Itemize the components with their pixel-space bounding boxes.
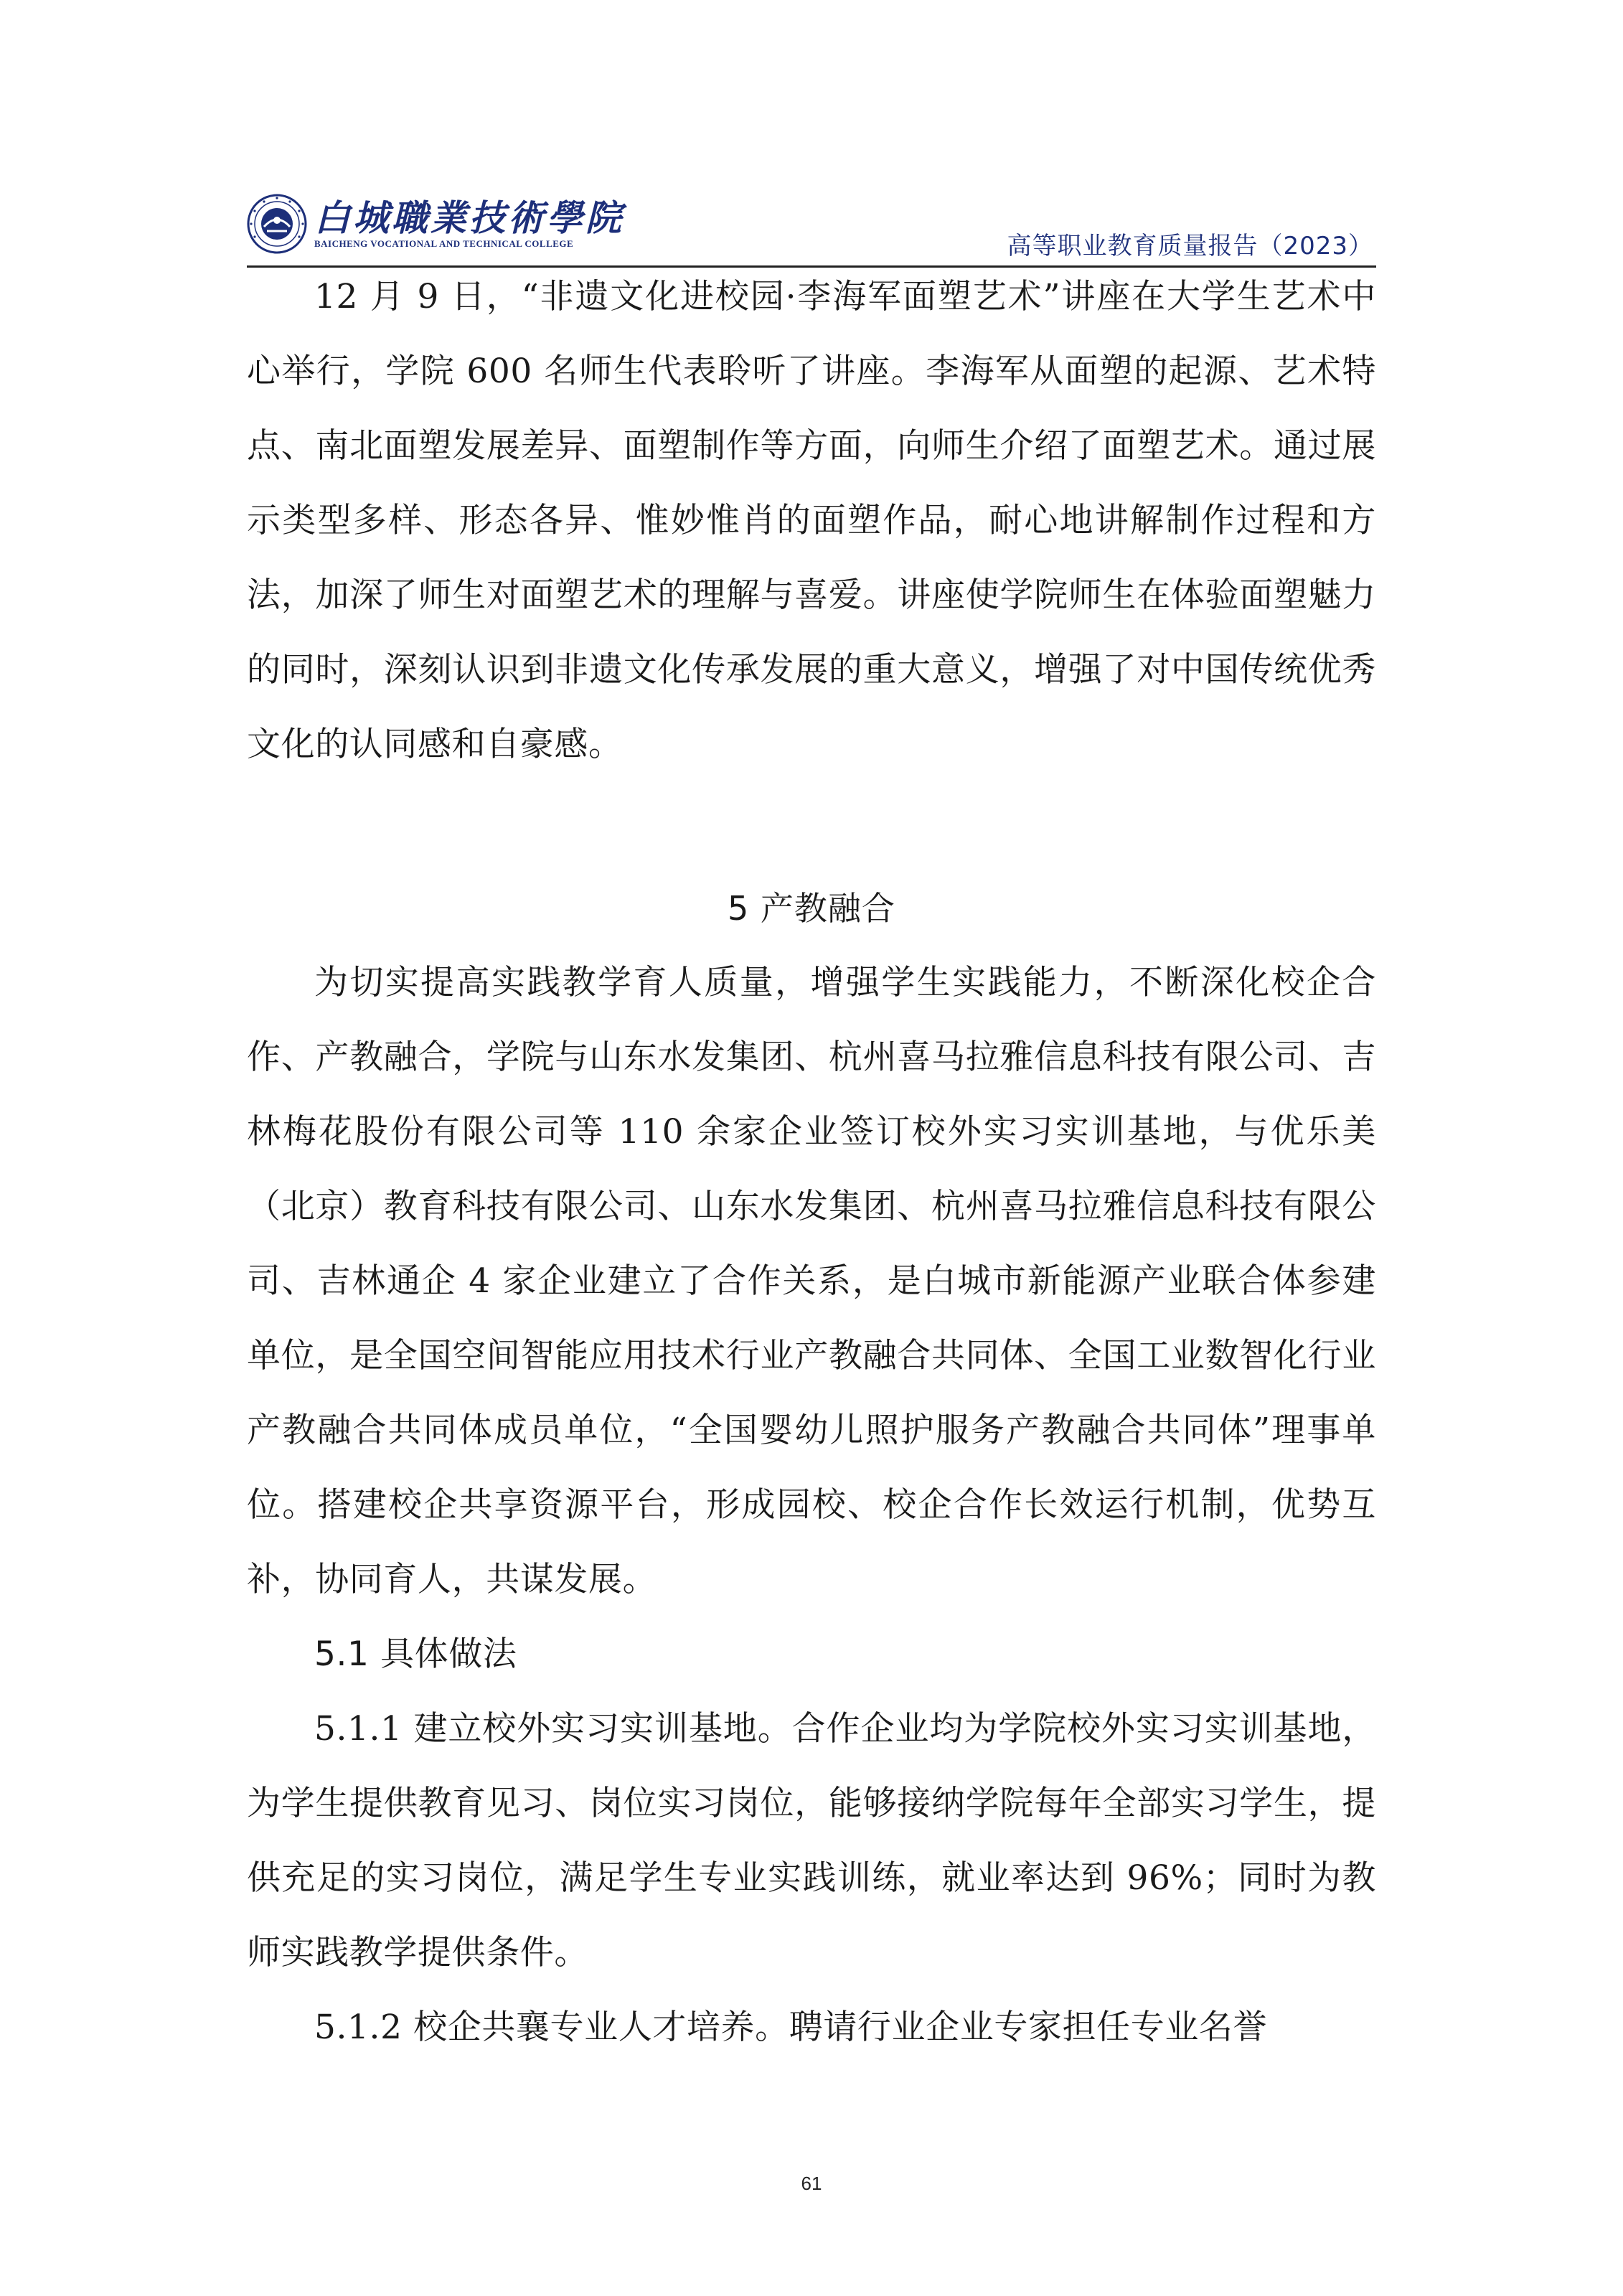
page-body [247,260,1376,2065]
college-seal-icon [247,194,307,254]
subsection-heading: 5.1 具体做法 [314,1634,517,1674]
college-logo [247,189,624,258]
logo-chinese-name: 白城職業技術學院 [314,197,624,239]
page-number: 61 [801,2173,822,2194]
section-heading: 5 产教融合 [728,889,895,928]
report-title: 高等职业教育质量报告（2023） [1007,232,1373,260]
page-header [247,188,1376,268]
paragraph-industry-integration: 为切实提高实践教学育人质量，增强学生实践能力，不断深化校企合作、产教融合，学院与山东水发集团、杭州喜马拉雅信息科技有限公司、吉林梅花股份有限公司等 110 余家企业签订校外实习实训基地，与优乐美（北京）教育科技有限公司、山东水发集团、杭州喜马拉雅信息科技有限公司、吉林通企 4 家企业建立了合作关系，是白城市新能源产业联合体参建单位，是全国空间智能应用技术行业产教融合共同体、全国工业数智化行业产教融合共同体成员单位，“全国婴幼儿照护服务产教融合共同体”理事单位。搭建校企共享资源平台，形成园校、校企合作长效运行机制，优势互补，协同育人，共谋发展。 [247,963,1376,1599]
paragraph-internship-bases: 5.1.1 建立校外实习实训基地。合作企业均为学院校外实习实训基地，为学生提供教育见习、岗位实习岗位，能够接纳学院每年全部实习学生，提供充足的实习岗位，满足学生专业实践训练，就业率达到 96%；同时为教师实践教学提供条件。 [247,1709,1376,1972]
logo-english-name: BAICHENG VOCATIONAL AND TECHNICAL COLLEGE [314,238,574,249]
paragraph-talent-training: 5.1.2 校企共襄专业人才培养。聘请行业企业专家担任专业名誉 [314,2008,1268,2047]
paragraph-lecture: 12 月 9 日，“非遗文化进校园·李海军面塑艺术”讲座在大学生艺术中心举行，学院 600 名师生代表聆听了讲座。李海军从面塑的起源、艺术特点、南北面塑发展差异、面塑制作等方面，向师生介绍了面塑艺术。通过展示类型多样、形态各异、惟妙惟肖的面塑作品，耐心地讲解制作过程和方法，加深了师生对面塑艺术的理解与喜爱。讲座使学院师生在体验面塑魅力的同时，深刻认识到非遗文化传承发展的重大意义，增强了对中国传统优秀文化的认同感和自豪感。 [247,277,1376,764]
